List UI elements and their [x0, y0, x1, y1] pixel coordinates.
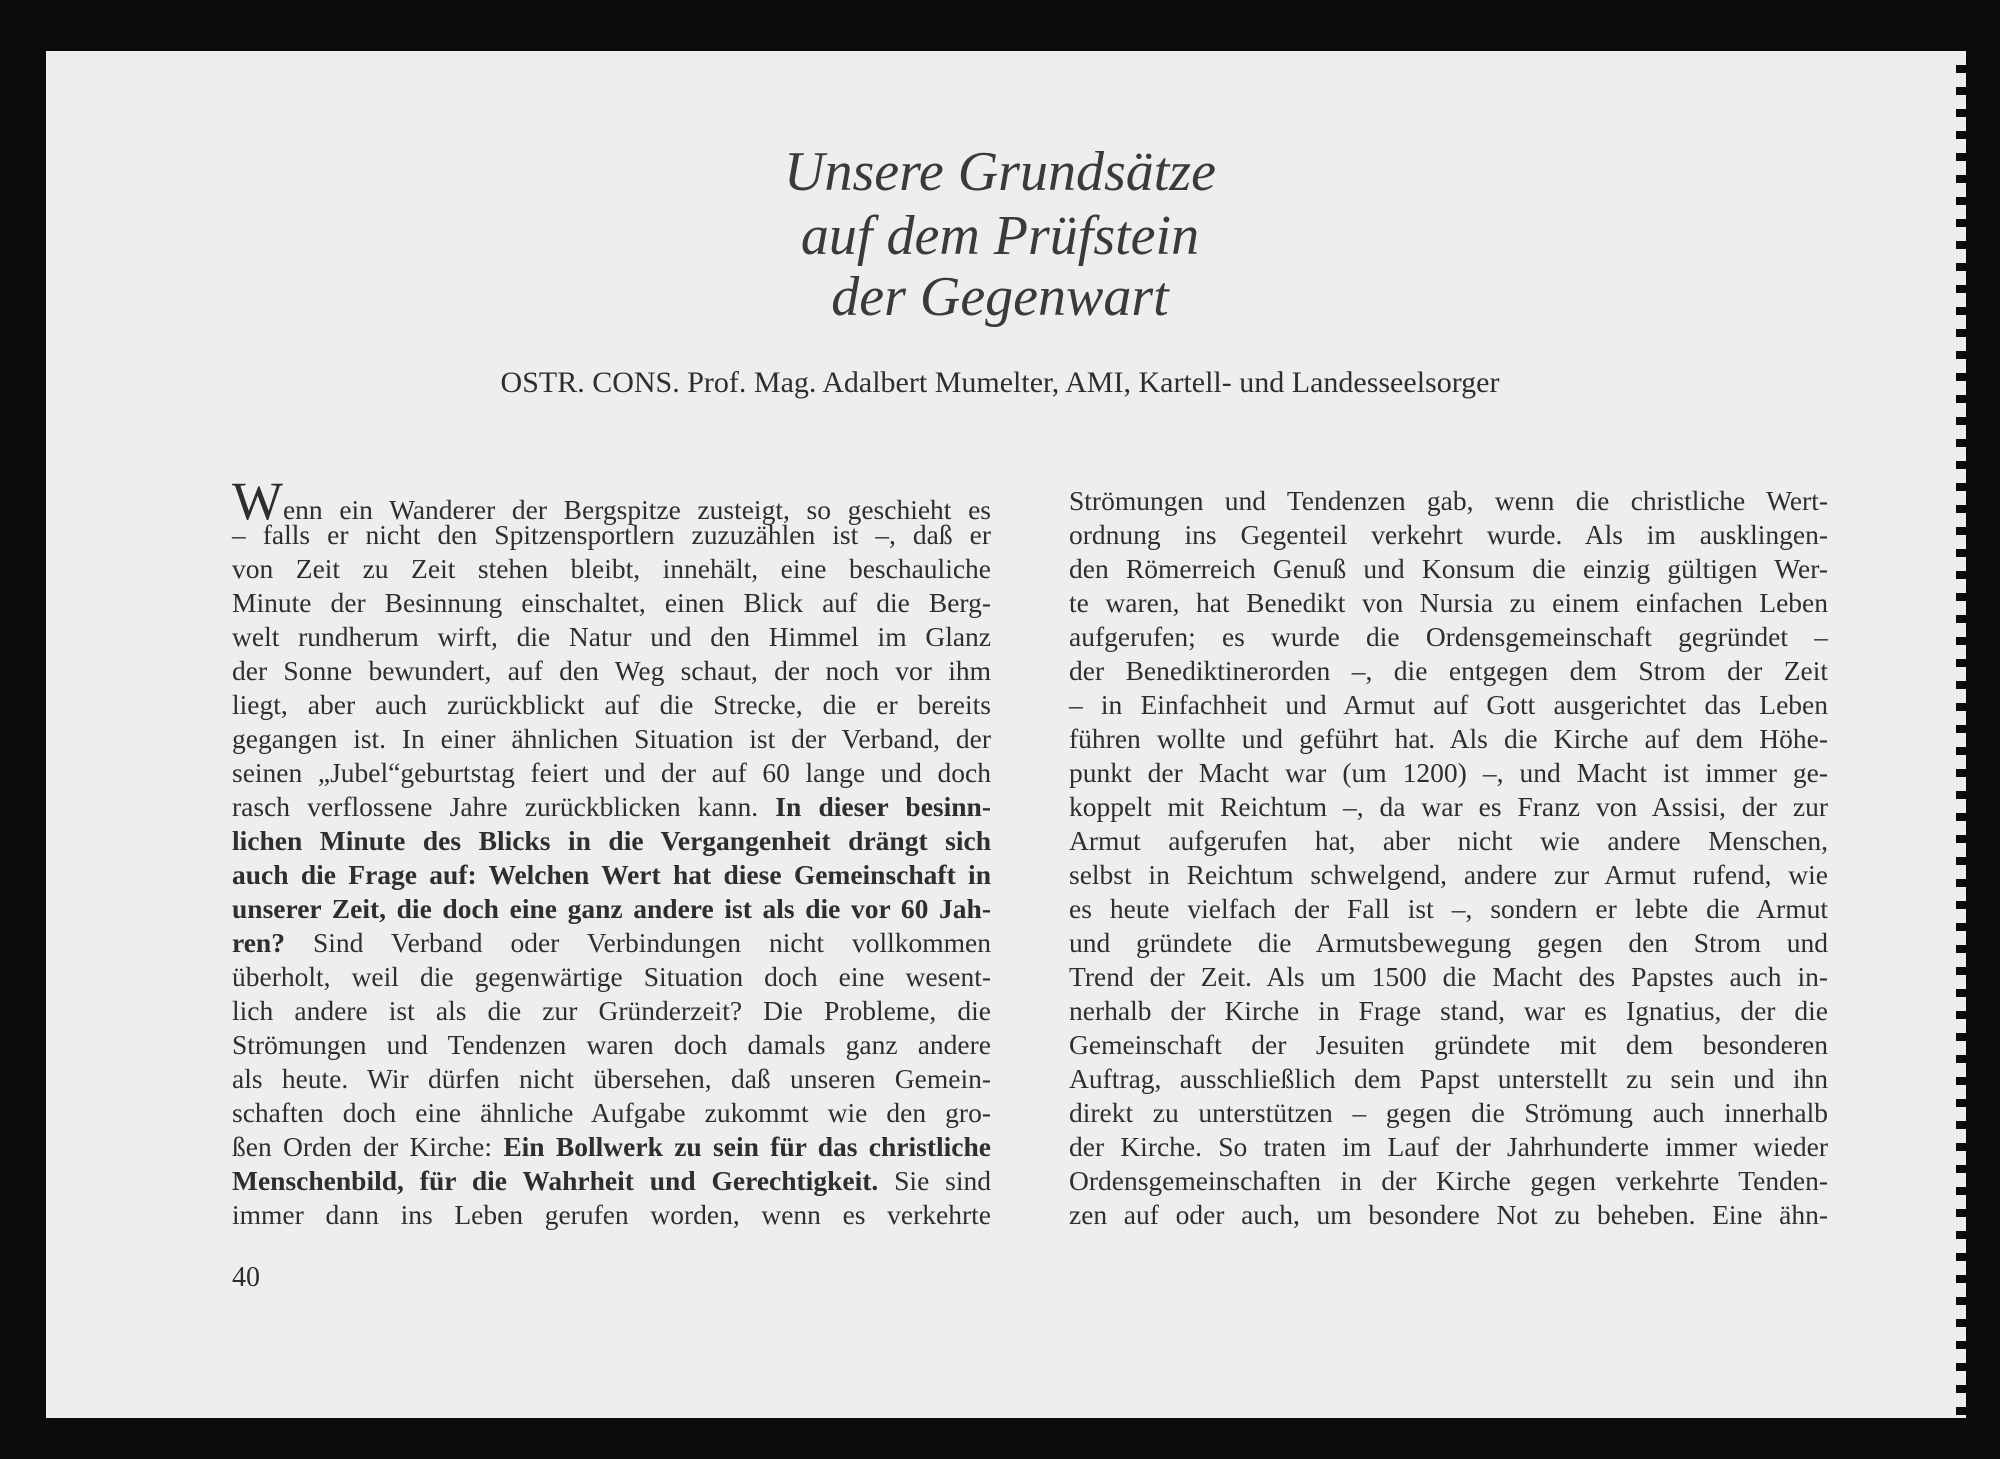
title-line-3: der Gegenwart: [831, 266, 1169, 328]
text-line: [1069, 1096, 1828, 1130]
text-line: [232, 756, 991, 790]
bold-text: ren?: [232, 927, 285, 958]
text-line: [1069, 892, 1828, 926]
body-text: Trend der Zeit. Als um 1500 die Macht des Papstes auch in-: [1069, 961, 1828, 992]
text-line: [232, 824, 991, 858]
body-text: Sind Verband oder Verbindungen nicht vollkommen: [284, 927, 991, 958]
text-line: [232, 1198, 991, 1232]
body-text: aufgerufen; es wurde die Ordensgemeinschaft gegründet –: [1069, 621, 1828, 652]
body-text: nerhalb der Kirche in Frage stand, war es Ignatius, der die: [1069, 995, 1828, 1026]
text-line: [1069, 858, 1828, 892]
text-line: [232, 1130, 991, 1164]
text-line: [232, 790, 991, 824]
text-line: [232, 518, 991, 552]
text-line: [1069, 790, 1828, 824]
text-line: [232, 620, 991, 654]
body-text: immer dann ins Leben gerufen worden, wenn es verkehrte: [232, 1199, 991, 1230]
author-byline: OSTR. CONS. Prof. Mag. Adalbert Mumelter, AMI, Kartell- und Landesseelsorger: [500, 366, 1500, 399]
body-text: Armut aufgerufen hat, aber nicht wie andere Menschen,: [1069, 825, 1828, 856]
body-text: ordnung ins Gegenteil verkehrt wurde. Als im ausklingen-: [1069, 519, 1828, 550]
body-text: der Kirche. So traten im Lauf der Jahrhunderte immer wieder: [1069, 1131, 1828, 1162]
body-text: te waren, hat Benedikt von Nursia zu einem einfachen Leben: [1069, 587, 1828, 618]
text-line: [232, 892, 991, 926]
text-line: [1069, 926, 1828, 960]
bold-text: Ein Bollwerk zu sein für das christliche: [503, 1131, 991, 1162]
body-text: Auftrag, ausschließlich dem Papst unterstellt zu sein und ihn: [1069, 1063, 1828, 1094]
left-column: [232, 471, 991, 1232]
body-text: führen wollte und geführt hat. Als die Kirche auf dem Höhe-: [1069, 723, 1828, 754]
text-line: [232, 926, 991, 960]
body-text: – in Einfachheit und Armut auf Gott ausgerichtet das Leben: [1069, 689, 1828, 720]
body-text: lich andere ist als die zur Gründerzeit? Die Probleme, die: [232, 995, 991, 1026]
text-line: [1069, 552, 1828, 586]
body-text: koppelt mit Reichtum –, da war es Franz von Assisi, der zur: [1069, 791, 1828, 822]
text-line: [232, 1028, 991, 1062]
text-line: [232, 1164, 991, 1198]
text-line: [1069, 1164, 1828, 1198]
text-line: [232, 586, 991, 620]
text-line: [1069, 722, 1828, 756]
text-line: [1069, 960, 1828, 994]
body-text: liegt, aber auch zurückblickt auf die Strecke, die er bereits: [232, 689, 991, 720]
body-text: zen auf oder auch, um besondere Not zu beheben. Eine ähn-: [1069, 1199, 1828, 1230]
body-text: von Zeit zu Zeit stehen bleibt, innehält, eine beschauliche: [232, 553, 991, 584]
body-text: Gemeinschaft der Jesuiten gründete mit dem besonderen: [1069, 1029, 1828, 1060]
body-text: ßen Orden der Kirche:: [232, 1131, 504, 1162]
text-line: [232, 688, 991, 722]
bold-text: unserer Zeit, die doch eine ganz andere ist als die vor 60 Jah-: [232, 893, 991, 924]
text-line: [232, 552, 991, 586]
text-line: [232, 1062, 991, 1096]
text-line: [232, 722, 991, 756]
body-text: es heute vielfach der Fall ist –, sondern er lebte die Armut: [1069, 893, 1828, 924]
body-text: seinen „Jubel“geburtstag feiert und der auf 60 lange und doch: [232, 757, 991, 788]
text-line: [1069, 688, 1828, 722]
drop-cap: W: [232, 471, 283, 531]
text-line: [1069, 518, 1828, 552]
text-line: [1069, 586, 1828, 620]
text-line: [1069, 620, 1828, 654]
title-line-2: auf dem Prüfstein: [800, 205, 1200, 267]
right-column: [1069, 484, 1828, 1232]
text-line: [1069, 1198, 1828, 1232]
bold-text: Menschenbild, für die Wahrheit und Gerechtigkeit.: [232, 1165, 879, 1196]
text-line: [1069, 824, 1828, 858]
bold-text: auch die Frage auf: Welchen Wert hat diese Gemeinschaft in: [232, 859, 991, 890]
body-text: als heute. Wir dürfen nicht übersehen, daß unseren Gemein-: [232, 1063, 991, 1094]
page-number: 40: [232, 1262, 260, 1293]
body-text: den Römerreich Genuß und Konsum die einzig gültigen Wer-: [1069, 553, 1828, 584]
text-line: [232, 1096, 991, 1130]
body-text: gegangen ist. In einer ähnlichen Situation ist der Verband, der: [232, 723, 991, 754]
body-text: Minute der Besinnung einschaltet, einen Blick auf die Berg-: [232, 587, 991, 618]
body-text: überholt, weil die gegenwärtige Situation doch eine wesent-: [232, 961, 991, 992]
text-line: [232, 994, 991, 1028]
text-line: [1069, 994, 1828, 1028]
body-text: – falls er nicht den Spitzensportlern zuzuzählen ist –, daß er: [232, 519, 991, 550]
body-text: schaften doch eine ähnliche Aufgabe zukommt wie den gro-: [232, 1097, 991, 1128]
body-text: enn ein Wanderer der Bergspitze zusteigt, so geschieht es: [282, 494, 991, 525]
bold-text: lichen Minute des Blicks in die Vergangenheit drängt sich: [232, 825, 991, 856]
body-text: direkt zu unterstützen – gegen die Strömung auch innerhalb: [1069, 1097, 1828, 1128]
body-text: und gründete die Armutsbewegung gegen den Strom und: [1069, 927, 1828, 958]
title-line-1: Unsere Grundsätze: [784, 141, 1216, 203]
body-text: Strömungen und Tendenzen waren doch damals ganz andere: [232, 1029, 991, 1060]
text-line: [1069, 484, 1828, 518]
text-line: [1069, 1028, 1828, 1062]
body-text: Sie sind: [878, 1165, 991, 1196]
text-line: [1069, 1130, 1828, 1164]
bold-text: In dieser besinn-: [775, 791, 991, 822]
body-text: Ordensgemeinschaften in der Kirche gegen verkehrte Tenden-: [1069, 1165, 1828, 1196]
text-line: [1069, 756, 1828, 790]
text-line: [232, 471, 991, 531]
text-line: [232, 858, 991, 892]
body-text: der Benediktinerorden –, die entgegen dem Strom der Zeit: [1069, 655, 1828, 686]
text-line: [232, 654, 991, 688]
body-text: selbst in Reichtum schwelgend, andere zur Armut rufend, wie: [1069, 859, 1828, 890]
text-line: [232, 960, 991, 994]
body-text: punkt der Macht war (um 1200) –, und Macht ist immer ge-: [1069, 757, 1828, 788]
body-text: rasch verflossene Jahre zurückblicken kann.: [232, 791, 776, 822]
body-text: Strömungen und Tendenzen gab, wenn die christliche Wert-: [1069, 485, 1828, 516]
text-line: [1069, 1062, 1828, 1096]
body-text: der Sonne bewundert, auf den Weg schaut, der noch vor ihm: [232, 655, 991, 686]
text-line: [1069, 654, 1828, 688]
body-text: welt rundherum wirft, die Natur und den Himmel im Glanz: [232, 621, 991, 652]
